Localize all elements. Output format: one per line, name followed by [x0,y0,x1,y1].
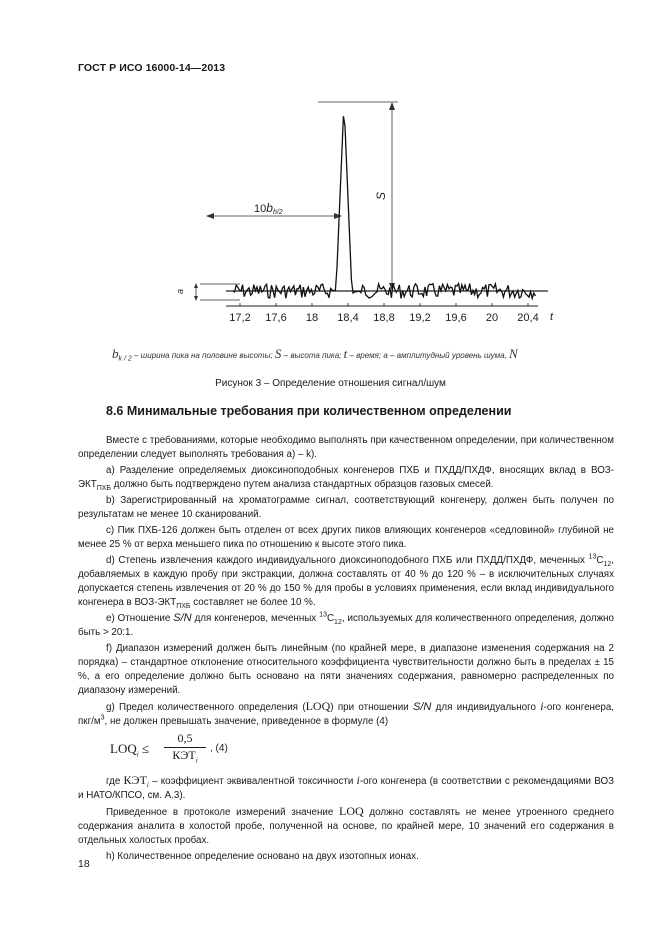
legend-n-symbol: N [509,346,518,361]
noise-label: a [175,288,185,294]
legend-t-symbol: t [343,346,348,361]
width-label: 10bh/2 [254,201,283,216]
x-tick-label: 20,4 [517,312,539,324]
formula-4 [106,732,614,768]
x-tick-label: 17,2 [229,312,251,324]
legend-s-text: – высота пика; [281,351,344,360]
page-number: 18 [78,858,90,870]
paragraph-f: f) Диапазон измерений должен быть линейным (по крайней мере, в диапазоне изменения содержания на 2 порядка) – стандартное отклонение относительного коэффициента чувствительности должно быть в пределах ± 15 %, а его определение должно быть основано на пяти значениях содержания, равномерно распределенных по диапазону измерений. [78,642,614,696]
legend-b-symbol: b [112,346,119,361]
x-tick-label: 18,4 [337,312,359,324]
paragraph-note: Приведенное в протоколе измерений значение LOQ должно составлять не менее утроенного среднего содержания аналита в холостой пробе, полученной на основе, по крайней мере, 10 значений его содержания в отдельных холостых пробах. [78,804,614,847]
document-header: ГОСТ Р ИСО 16000-14—2013 [78,62,226,74]
figure [0,0,661,389]
paragraph-intro: Вместе с требованиями, которые необходимо выполнять при качественном определении, при количественном определении следует выполнять требования а) – k). [78,435,614,460]
signal-trace [233,116,535,298]
paragraph-b: b) Зарегистрированный на хроматограмме сигнал, соответствующий конгенеру, должен быть получен по результатам не менее 10 сканирований. [78,495,614,520]
chromatogram-figure [0,0,661,380]
paragraph-c: c) Пик ПХБ-126 должен быть отделен от всех других пиков влияющих конгенеров «седловиной» глубиной не менее 25 % от верха меньшего пика по отношению к высоте этого пика. [78,525,614,550]
height-label: S [374,191,388,200]
paragraph-h: h) Количественное определение основано на двух изотопных ионах. [106,851,419,863]
formula-number: , (4) [210,743,228,755]
x-axis-label: t [550,311,554,323]
paragraph-e: e) Отношение S/N для конгенеров, меченных $^{13}С_{12}$, используемых для количественного определения, должно быть > 20:1. [78,611,614,638]
x-tick-label: 17,6 [265,312,287,324]
paragraph-g: g) Предел количественного определения (LOQ) при отношении S/N для индивидуального i-ого конгенера, пкг/$м^3$, не должен превышать значение, приведенное в формуле (4) [78,698,614,727]
x-tick-label: 19,6 [445,312,467,324]
legend-b-subscript: k / 2 [118,355,132,363]
legend-b-text: – ширина пика на половине высоты; [131,351,275,360]
paragraph-a: а) Разделение определяемых диоксиноподобных конгенеров ПХБ и ПХДД/ПХДФ, вносящих вклад в ВОЗ-$ЭКТ_{ПХБ}$ должно быть подтверждено путем анализа стандартных образцов газовых смесей. [78,465,614,492]
paragraph-d: d) Степень извлечения каждого индивидуального диоксиноподобного ПХБ или ПХДД/ПХДФ, меченных $^{13}С_{12}$, добавляемых в каждую пробу при экстракции, должна составлять от 40 % до 120 % – в исключительных случаях допускается степень извлечения от 20 % до 150 % для пробы в условиях применения, если вклад индивидуального конгенера в ВОЗ-$ЭКТ_{ПХБ}$ составляет не более 10 %. [78,553,614,610]
formula-fraction: 0,5 $КЭТ_i$ [164,732,206,763]
figure-caption: Рисунок 3 – Определение отношения сигнал/шум [215,378,446,389]
body-text [78,434,614,866]
section-heading: 8.6 Минимальные требования при количественном определении [106,404,512,418]
x-tick-label: 20 [485,312,499,324]
formula-lhs: $LOQ_i$ ≤ [110,741,150,760]
x-tick-label: 18 [305,312,319,324]
paragraph-where: где $КЭТ_i$ – коэффициент эквивалентной токсичности i-ого конгенера (в соответствии с рекомендациями ВОЗ и НАТО/КПСО, см. А.3). [78,773,614,802]
x-tick-label: 19,2 [409,312,431,324]
legend-s-symbol: S [274,346,282,361]
legend-t-text: – время; а – амплитудный уровень шума, [347,351,510,360]
figure-legend [112,346,632,362]
x-tick-label: 18,8 [373,312,395,324]
